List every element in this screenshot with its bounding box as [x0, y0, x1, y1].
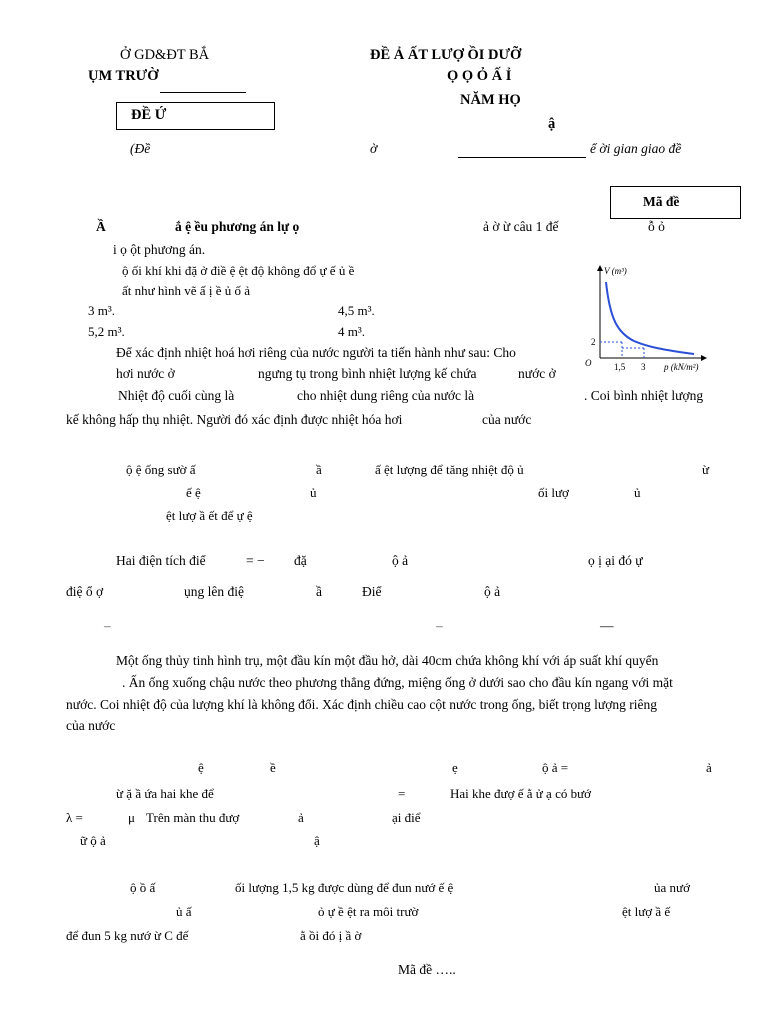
header-underline-left [160, 92, 246, 93]
q6-line3-e: ại điể [392, 810, 421, 825]
q7-line1-c: ủa nướ [654, 880, 690, 895]
q2-line1: Để xác định nhiệt hoá hơi riêng của nước người ta tiến hành như sau: Cho [116, 345, 516, 360]
exam-title-line1: ĐỀ Ả ẤT LƯỢ ỒI DƯỠ [370, 47, 522, 63]
section-heading-range: ả ờ ừ câu 1 đế [483, 219, 559, 234]
q4-line2-b: ụng lên điệ [184, 584, 244, 599]
q1-option-d: 4 m³. [338, 324, 366, 339]
section-heading-line2: i ọ ột phương án. [113, 242, 206, 257]
q4-option-mark-2: – [436, 618, 443, 633]
section-heading-tail: ỗ ỏ [648, 219, 665, 234]
q3-line2-c: ối lượ [538, 485, 569, 500]
q2-line4-a: kế không hấp thụ nhiệt. Người đó xác định được nhiệt hóa hơi [66, 412, 403, 427]
q1-option-c: 5,2 m³. [88, 324, 125, 339]
q6-line1-d: ộ ả = [542, 760, 569, 775]
q6-line3-d: ả [298, 810, 304, 825]
q4-line1-d: ộ ả [392, 553, 409, 568]
school-year: NĂM HỌ [460, 92, 521, 108]
q2-line3-a: Nhiệt độ cuối cùng là [118, 388, 235, 403]
q4-option-mark-3: — [600, 618, 614, 633]
department-name: Ở GD&ĐT BẮ [120, 47, 210, 63]
section-heading: ắ ệ ều phương án lự ọ [175, 219, 300, 234]
q1-option-b: 4,5 m³. [338, 303, 375, 318]
footer-exam-code: Mã đề ….. [398, 962, 456, 977]
q6-line2-c: Hai khe đượ ế ằ ử ạ có bướ [450, 786, 592, 801]
q4-line1-b: = − [246, 553, 265, 568]
q6-line1-c: ẹ [452, 760, 458, 775]
section-heading-prefix: Ầ [96, 219, 106, 234]
q7-line3-b: ằ ồi đó ị ầ ờ [300, 928, 362, 943]
official-exam-label: ĐỀ Ứ [131, 107, 167, 123]
q3-line2-d: ủ [634, 485, 641, 500]
q6-line3-c: Trên màn thu đượ [146, 810, 240, 825]
q3-line2-b: ủ [310, 485, 317, 500]
time-note-mid: ờ [370, 141, 378, 156]
q7-line1-a: ộ ồ ấ [130, 880, 156, 895]
q4-option-mark-1: – [104, 618, 111, 633]
q7-line1-b: ối lượng 1,5 kg được dùng để đun nướ ế ệ [235, 880, 454, 895]
q4-line2-c: ầ [316, 584, 322, 599]
q3-line3: ệt lượ ầ ết để ự ệ [166, 508, 253, 523]
q6-line1-a: ệ [198, 760, 204, 775]
y-tick-2: 2 [591, 337, 596, 347]
q6-line4-a: ữ ộ ả [80, 833, 106, 848]
exam-code-box [610, 186, 741, 219]
exam-code-label: Mã đề [643, 194, 680, 209]
q4-line1-c: đặ [294, 553, 307, 568]
pv-graph [582, 260, 712, 375]
q5-line2: . Ấn ống xuống chậu nước theo phương thẳng đứng, miệng ống ở dưới sao cho đầu kín ngang với mặt [122, 675, 673, 690]
q7-line3-a: để đun 5 kg nướ ừ C đế [66, 928, 189, 943]
q5-line4: của nước [66, 718, 116, 733]
q6-line3-b: μ [128, 810, 135, 825]
q2-line3-b: cho nhiệt dung riêng của nước là [297, 388, 475, 403]
q5-line1: Một ống thủy tinh hình trụ, một đầu kín một đầu hở, dài 40cm chứa không khí với áp suất khí quyển [116, 653, 659, 668]
q2-line2-a: hơi nước ở [116, 366, 175, 381]
time-note-left: (Đề [130, 141, 151, 156]
q4-line2-d: Điể [362, 584, 382, 599]
q6-line1-e: ả [706, 760, 712, 775]
q5-line3: nước. Coi nhiệt độ của lượng khí là không đổi. Xác định chiều cao cột nước trong ống, biết trọng lượng riêng [66, 697, 657, 712]
q6-line3-a: λ = [66, 810, 83, 825]
q3-line1-b: ầ [316, 462, 322, 477]
q6-line2-a: ừ ặ ầ ứa hai khe để [116, 786, 214, 801]
q4-line2-a: điệ ổ ợ [66, 584, 104, 599]
q2-line3-c: . Coi bình nhiệt lượng [584, 388, 704, 403]
school-cluster-name: ỤM TRƯỜ [88, 68, 159, 84]
q7-line2-b: ỏ ự ề ệt ra môi trườ [318, 904, 419, 919]
origin-label: O [585, 358, 592, 368]
q4-line1-e: ọ ị ại đó ự [588, 553, 643, 568]
x-tick-3: 3 [641, 362, 646, 372]
subject-line: ậ [548, 116, 556, 132]
q1-text-line1: ộ ối khí khi đặ ở điề ệ ệt độ không đổ ự ế ủ ề [122, 263, 355, 278]
q2-line2-c: nước ở [518, 366, 556, 381]
q4-line2-e: ộ ả [484, 584, 501, 599]
x-axis-label: p (kN/m²) [664, 362, 699, 372]
q6-line4-b: ậ [314, 833, 320, 848]
q3-line1-d: ừ [702, 462, 710, 477]
q7-line2-c: ệt lượ ầ ế [622, 904, 671, 919]
q2-line2-b: ngưng tụ trong bình nhiệt lượng kế chứa [258, 366, 477, 381]
time-note-blank [458, 157, 586, 158]
q4-line1-a: Hai điện tích điể [116, 553, 206, 568]
isotherm-curve [606, 282, 694, 354]
q3-line1-c: ấ ệt lượng để tăng nhiệt độ ủ [375, 462, 524, 477]
y-axis-label: V (m³) [604, 266, 627, 276]
q1-option-a: 3 m³. [88, 303, 116, 318]
official-exam-box [116, 102, 275, 130]
exam-title-line2: Ọ Ọ Ỏ Ấ Ỉ [447, 68, 512, 84]
q3-line2-a: ế ệ [186, 485, 201, 500]
q6-line2-b: = [398, 786, 406, 801]
q7-line2-a: ủ ấ [176, 904, 192, 919]
time-note-right: ể ời gian giao đề [590, 141, 682, 156]
q1-text-line2: ất như hình vẽ ấ ị ề ủ ố ả [122, 283, 250, 298]
q6-line1-b: ề [270, 760, 276, 775]
q3-line1-a: ộ ệ ống sườ ấ [126, 462, 196, 477]
x-tick-1-5: 1,5 [614, 362, 626, 372]
q2-line4-b: của nước [482, 412, 532, 427]
